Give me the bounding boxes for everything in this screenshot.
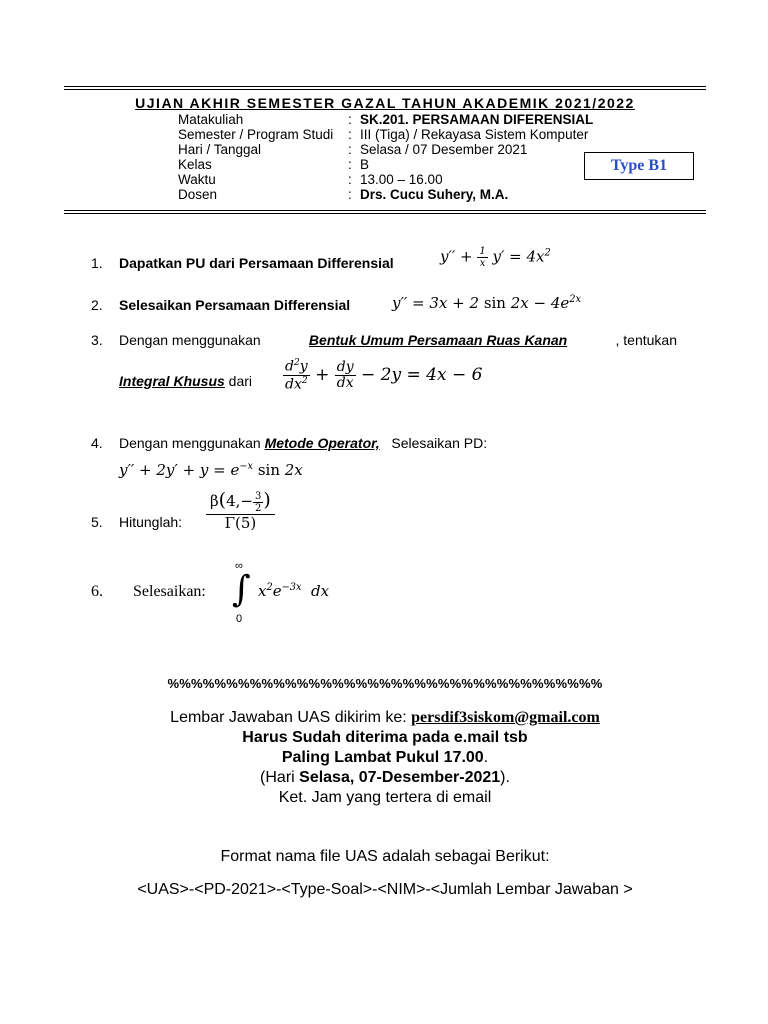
footer-line-5: Ket. Jam yang tertera di email — [278, 789, 492, 806]
q4-number: 4. — [91, 435, 103, 451]
q2-number: 2. — [91, 297, 103, 313]
q5-expression: β(4,− $\frac{3}{2}$ ) Γ(5) — [206, 490, 275, 531]
q4-text: Dengan menggunakan Metode Operator, Selesaikan PD: — [119, 435, 488, 451]
q5-text: Hitunglah: — [119, 514, 183, 530]
q1-fraction: $\frac{1}{x}$ — [479, 246, 486, 269]
separator: %%%%%%%%%%%%%%%%%%%%%%%%%%%%%%%%%%%%% — [167, 676, 603, 691]
type-badge: Type B1 — [584, 152, 694, 180]
header-top-rule — [64, 86, 706, 87]
q6-number: 6. — [91, 583, 103, 600]
q2-equation: y′′ = 3x + 2 $\sin 2x - 4e^{2x}$ — [392, 294, 581, 312]
q2-text: Selesaikan Persamaan Differensial — [119, 297, 351, 313]
info-row-lecturer: Dosen : Drs. Cucu Suhery, M.A. — [178, 187, 509, 202]
q3-equation: $\frac{d^2y}{dx^2}$ + $\frac{dy}{dx}$ − 2y = 4x − 6 — [285, 358, 483, 393]
q3-mid: dari — [224, 373, 253, 389]
footer-line-2: Harus Sudah diterima pada e.mail tsb — [242, 729, 528, 746]
email-link[interactable]: persdif3siskom@gmail.com — [411, 709, 600, 726]
integrand: $x^2e^{-3x}$ dx — [258, 582, 330, 600]
exam-title: UJIAN AKHIR SEMESTER GAZAL TAHUN AKADEMIK 2021/2022 — [135, 95, 635, 111]
q3-integral-label: Integral Khusus — [119, 373, 225, 389]
q3-line2 — [119, 373, 252, 389]
info-row-time: Waktu : 13.00 – 16.00 — [178, 172, 443, 187]
integral-lower: 0 — [236, 613, 243, 625]
integral-upper: ∞ — [235, 560, 243, 572]
header-top-rule-2 — [64, 89, 706, 90]
footer-line-4: (Hari Selasa, 07-Desember-2021). — [260, 769, 510, 786]
q3-line1 — [119, 332, 677, 348]
format-title: Format nama file UAS adalah sebagai Berikut: — [220, 848, 550, 865]
q3-pre: Dengan menggunakan — [119, 332, 261, 348]
q3-emphasis: Bentuk Umum Persamaan Ruas Kanan — [308, 332, 568, 348]
header-bottom-rule — [64, 210, 706, 211]
q1-number: 1. — [91, 255, 103, 271]
q5-number: 5. — [91, 514, 103, 530]
q4-emphasis: Metode Operator, — [264, 435, 380, 451]
integral-sign: ∫ — [232, 569, 251, 610]
q3-post: , tentukan — [615, 332, 677, 348]
exam-info — [178, 112, 593, 202]
q1-equation: y′′ + $\frac{1}{x}$ $y' = 4x^2$ — [440, 246, 551, 269]
info-row-semester: Semester / Program Studi : III (Tiga) / Rekayasa Sistem Komputer — [178, 127, 589, 142]
q1-text: Dapatkan PU dari Persamaan Differensial — [119, 255, 394, 271]
info-row-date: Hari / Tanggal : Selasa / 07 Desember 2021 — [178, 142, 528, 157]
q4-equation: $y'' + 2y' + y = e^{-x}$ sin 2x — [119, 461, 303, 479]
header-bottom-rule-2 — [64, 213, 706, 214]
info-row-course: Matakuliah : SK.201. PERSAMAAN DIFERENSIAL — [178, 112, 594, 127]
footer-line-3: Paling Lambat Pukul 17.00. — [281, 749, 489, 766]
info-row-class: Kelas : B — [178, 157, 370, 172]
footer-line-1: Lembar Jawaban UAS dikirim ke: persdif3siskom@gmail.com — [170, 709, 600, 726]
format-string: <UAS>-<PD-2021>-<Type-Soal>-<NIM>-<Jumlah Lembar Jawaban > — [137, 881, 633, 898]
q6-text: Selesaikan: — [133, 583, 206, 600]
q3-number: 3. — [91, 332, 103, 348]
